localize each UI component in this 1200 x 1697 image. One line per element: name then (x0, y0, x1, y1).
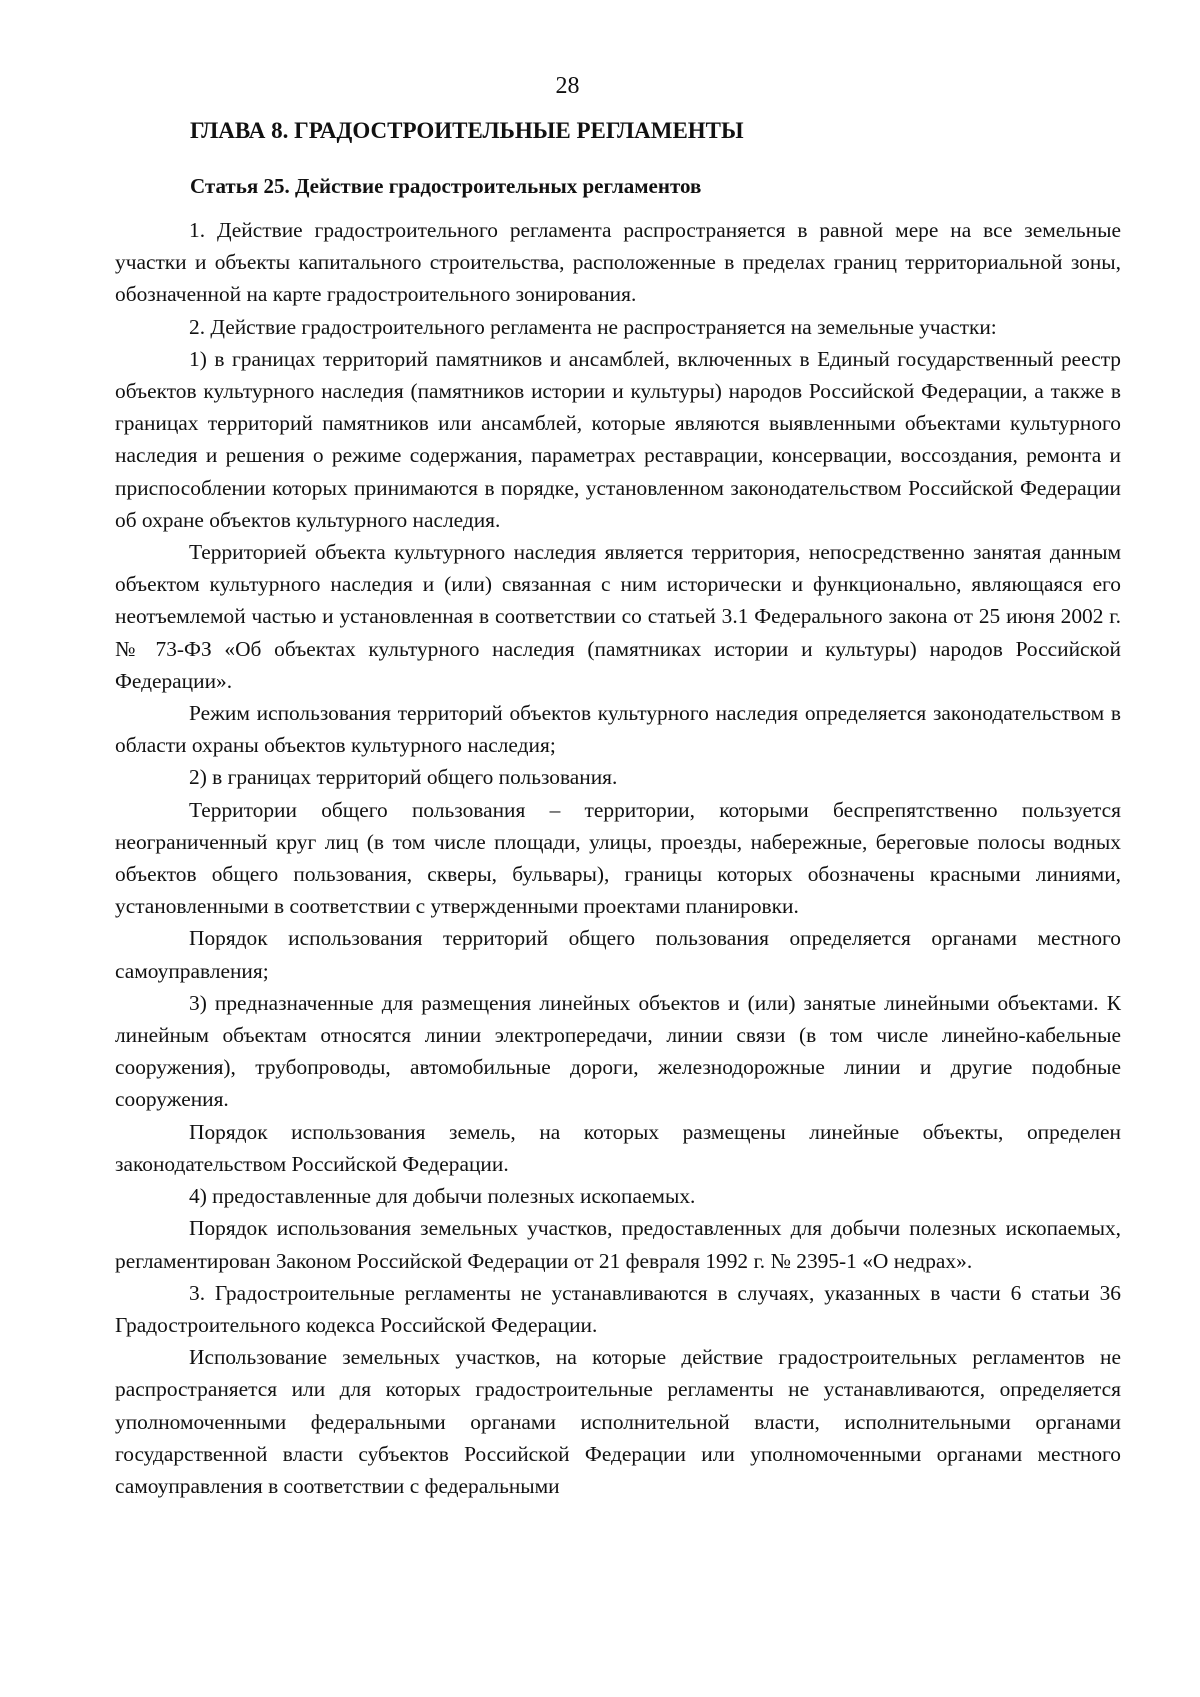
paragraph: Территорией объекта культурного наследия является территория, непосредственно занятая данным объектом культурного наследия и (или) связанная с ним исторически и функционально, являющаяся его неотъемлемой частью и установленная в соответствии со статьей 3.1 Федерального закона от 25 июня 2002 г. № 73-ФЗ «Об объектах культурного наследия (памятниках истории и культуры) народов Российской Федерации». (115, 540, 1121, 693)
paragraph: Порядок использования земель, на которых размещены линейные объекты, определен законодательством Российской Федерации. (115, 1119, 1121, 1176)
paragraph: Использование земельных участков, на которые действие градостроительных регламентов не распространяется или для которых градостроительные регламенты не устанавливаются, определяется уполномоченными федеральными органами исполнительной власти, исполнительными органами государственной власти субъектов Российской Федерации или уполномоченными органами местного самоуправления в соответствии с федеральными (115, 1345, 1121, 1498)
paragraph: 2. Действие градостроительного регламента не распространяется на земельные участки: (189, 314, 997, 339)
page-number: 28 (555, 73, 580, 99)
paragraph: Режим использования территорий объектов культурного наследия определяется законодательством в области охраны объектов культурного наследия; (115, 701, 1121, 758)
paragraph: 3) предназначенные для размещения линейных объектов и (или) занятые линейными объектами. К линейным объектам относятся линии электропередачи, линии связи (в том числе линейно-кабельные сооружения), трубопроводы, автомобильные дороги, железнодорожные линии и другие подобные сооружения. (115, 990, 1121, 1112)
paragraph: Порядок использования территорий общего пользования определяется органами местного самоуправления; (115, 926, 1121, 983)
paragraph: 2) в границах территорий общего пользования. (189, 765, 618, 790)
paragraph: Территории общего пользования – территории, которыми беспрепятственно пользуется неограниченный круг лиц (в том числе площади, улицы, проезды, набережные, береговые полосы водных объектов общего пользования, скверы, бульвары), границы которых обозначены красными линиями, установленными в соответствии с утвержденными проектами планировки. (115, 797, 1121, 919)
paragraph: 1) в границах территорий памятников и ансамблей, включенных в Единый государственный реестр объектов культурного наследия (памятников истории и культуры) народов Российской Федерации, а также в границах территорий памятников или ансамблей, которые являются выявленными объектами культурного наследия и решения о режиме содержания, параметрах реставрации, консервации, воссоздания, ремонта и приспособлении которых принимаются в порядке, установленном законодательством Российской Федерации об охране объектов культурного наследия. (115, 346, 1121, 532)
paragraph: Порядок использования земельных участков, предоставленных для добычи полезных ископаемых, регламентирован Законом Российской Федерации от 21 февраля 1992 г. № 2395-1 «О недрах». (115, 1216, 1121, 1273)
body-text (115, 214, 1121, 1502)
paragraph: 3. Градостроительные регламенты не устанавливаются в случаях, указанных в части 6 статьи 36 Градостроительного кодекса Российской Федерации. (115, 1280, 1121, 1337)
paragraph: 4) предоставленные для добычи полезных ископаемых. (189, 1184, 696, 1209)
paragraph: 1. Действие градостроительного регламента распространяется в равной мере на все земельные участки и объекты капитального строительства, расположенные в пределах границ территориальной зоны, обозначенной на карте градостроительного зонирования. (115, 218, 1121, 307)
chapter-title: ГЛАВА 8. ГРАДОСТРОИТЕЛЬНЫЕ РЕГЛАМЕНТЫ (190, 118, 744, 143)
article-title: Статья 25. Действие градостроительных регламентов (190, 174, 702, 198)
